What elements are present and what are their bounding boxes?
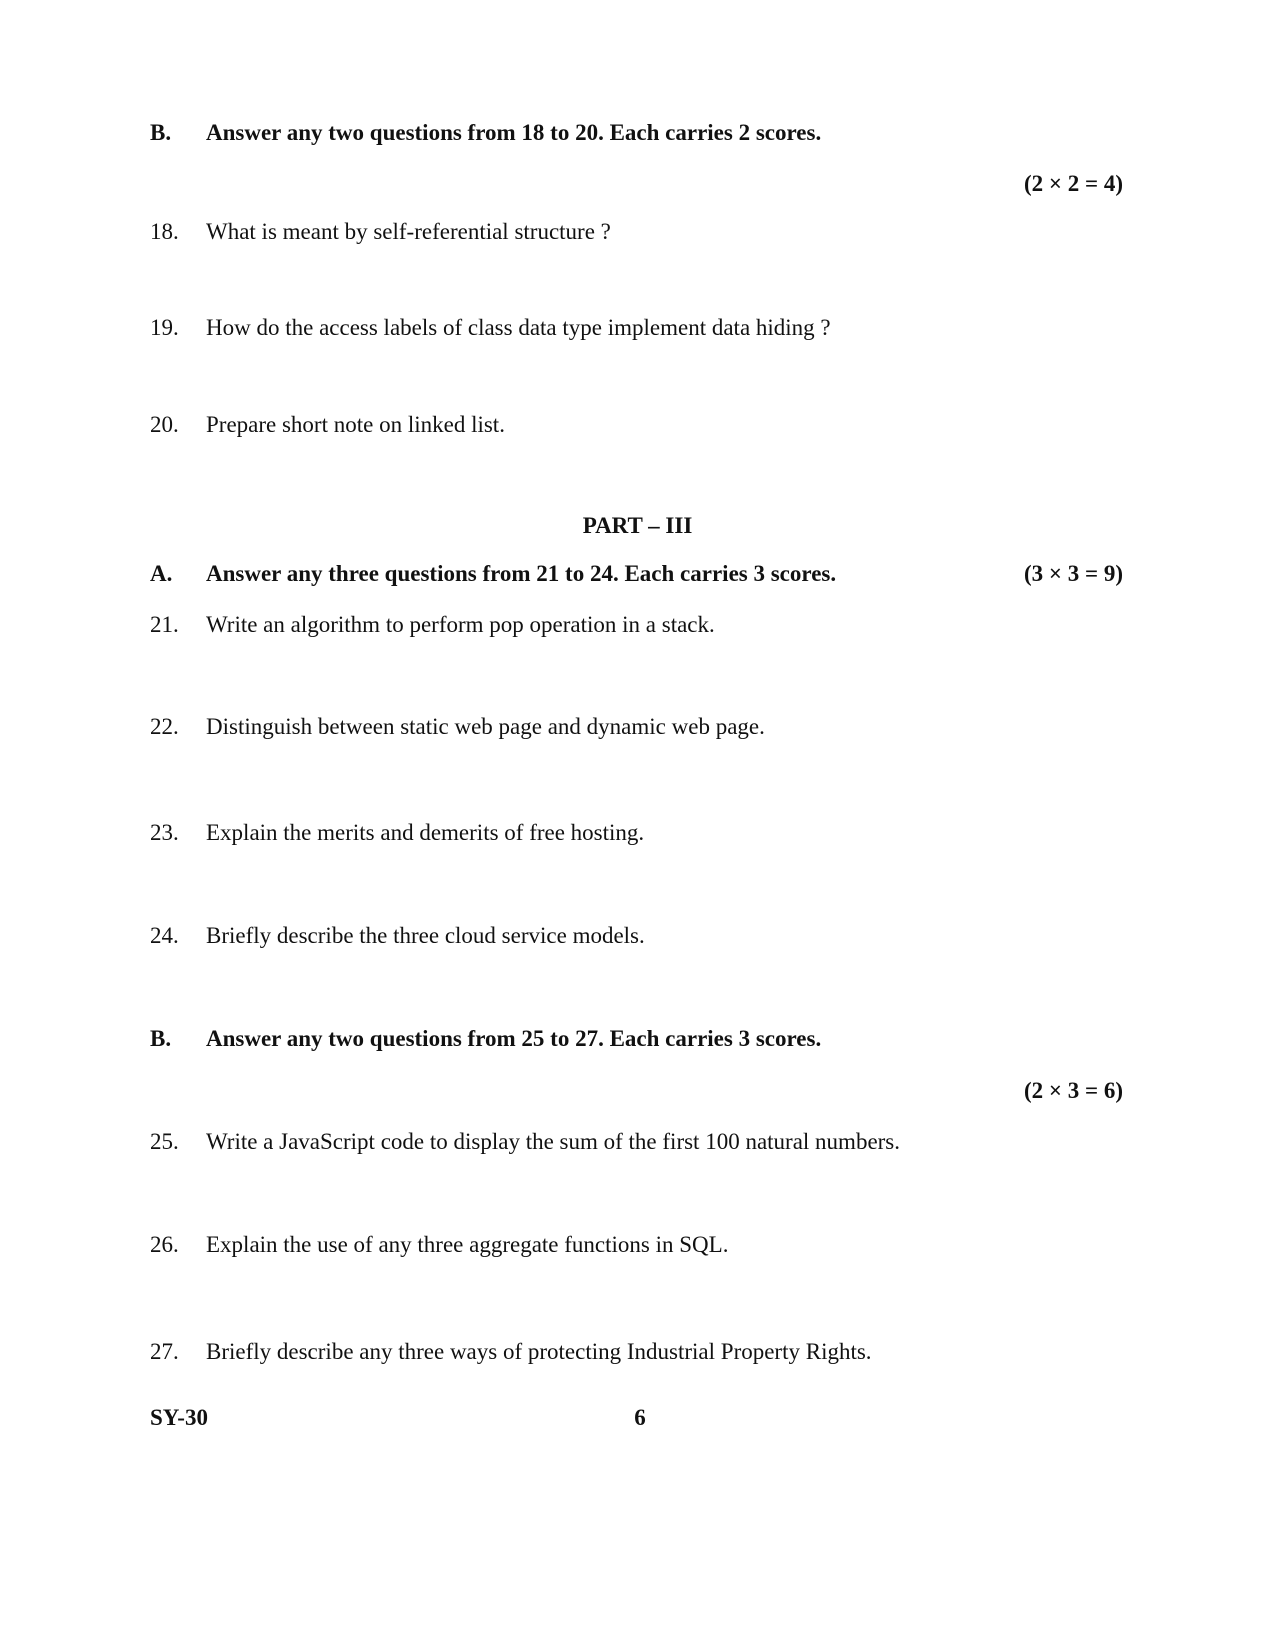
page-number: 6 [634, 1405, 646, 1430]
question-number: 20. [150, 412, 179, 437]
question-number: 24. [150, 923, 179, 948]
question-text: Explain the merits and demerits of free hosting. [206, 820, 645, 845]
section-b-letter: B. [150, 120, 172, 145]
question-number: 18. [150, 219, 179, 244]
question-text: How do the access labels of class data type implement data hiding ? [206, 315, 831, 340]
question-text: Distinguish between static web page and dynamic web page. [206, 714, 765, 739]
section-b2-marks: (2 × 3 = 6) [1023, 1078, 1123, 1103]
question-text: Write an algorithm to perform pop operation in a stack. [206, 612, 715, 637]
section-b-marks: (2 × 2 = 4) [1023, 171, 1123, 196]
section-a-marks: (3 × 3 = 9) [1023, 561, 1123, 586]
question-number: 26. [150, 1232, 179, 1257]
question-text: What is meant by self-referential structure ? [206, 219, 611, 244]
question-number: 21. [150, 612, 179, 637]
question-number: 22. [150, 714, 179, 739]
question-number: 27. [150, 1339, 179, 1364]
question-number: 19. [150, 315, 179, 340]
question-text: Write a JavaScript code to display the sum of the first 100 natural numbers. [206, 1129, 901, 1154]
question-number: 23. [150, 820, 179, 845]
section-a-letter: A. [150, 561, 173, 586]
question-text: Prepare short note on linked list. [206, 412, 505, 437]
question-number: 25. [150, 1129, 179, 1154]
question-text: Explain the use of any three aggregate functions in SQL. [206, 1232, 729, 1257]
part-iii-title: PART – III [582, 513, 693, 538]
section-b-instruction: Answer any two questions from 18 to 20. Each carries 2 scores. [206, 120, 822, 145]
question-text: Briefly describe the three cloud service models. [206, 923, 645, 948]
question-text: Briefly describe any three ways of protecting Industrial Property Rights. [206, 1339, 872, 1364]
section-a-instruction: Answer any three questions from 21 to 24. Each carries 3 scores. [206, 561, 837, 586]
section-b2-instruction: Answer any two questions from 25 to 27. Each carries 3 scores. [206, 1026, 822, 1051]
paper-code: SY-30 [150, 1405, 208, 1430]
section-b2-letter: B. [150, 1026, 172, 1051]
